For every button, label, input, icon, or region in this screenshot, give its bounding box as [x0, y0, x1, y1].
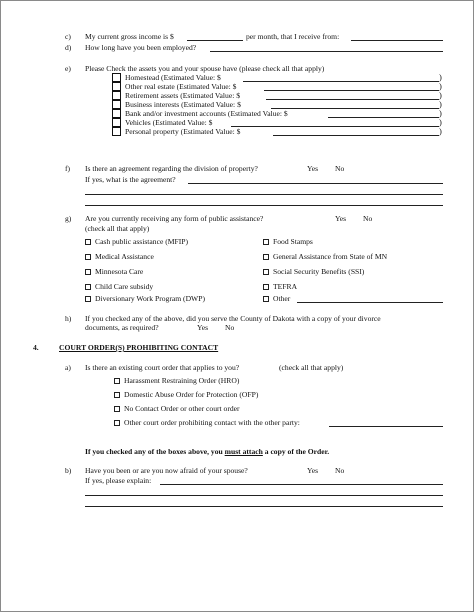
assets-homestead-checkbox[interactable]: [112, 73, 121, 82]
court-order-ofp-checkbox[interactable]: [114, 392, 120, 398]
court-order-hro-option[interactable]: [114, 376, 239, 385]
attach-notice-suffix: a copy of the Order.: [262, 447, 330, 456]
assets-homestead-value-field[interactable]: [243, 81, 439, 82]
served-question-line1: If you checked any of the above, did you serve the County of Dakota with a copy of your divorce: [85, 314, 381, 323]
attach-notice-prefix: If you checked any of the boxes above, you: [85, 447, 225, 456]
property-yes-option[interactable]: Yes: [307, 164, 319, 173]
court-order-other-checkbox[interactable]: [114, 420, 120, 426]
income-label: My current gross income is $: [85, 32, 174, 41]
assets-personal-property-checkbox[interactable]: [112, 127, 121, 136]
assistance-food-stamps-label: Food Stamps: [273, 237, 313, 246]
item-letter-a: a): [65, 363, 71, 372]
served-question-line2: documents, as required?: [85, 323, 159, 332]
assistance-mncare-label: Minnesota Care: [95, 267, 144, 276]
court-order-attach-notice: [85, 447, 329, 456]
assets-vehicles-close: ): [439, 117, 442, 127]
assistance-tefra-option[interactable]: [263, 282, 297, 291]
assets-vehicles-label: Vehicles (Estimated Value: $: [125, 118, 213, 127]
assistance-mncare-checkbox[interactable]: [85, 269, 91, 275]
section-number: 4.: [33, 343, 39, 352]
income-source-field[interactable]: [351, 40, 443, 41]
assets-bank-close: ): [439, 108, 442, 118]
afraid-yes-option[interactable]: Yes: [307, 466, 319, 475]
afraid-explain-field-1[interactable]: [160, 484, 443, 485]
court-order-no-contact-label: No Contact Order or other court order: [124, 404, 240, 413]
afraid-question: Have you been or are you now afraid of your spouse?: [85, 466, 248, 475]
assistance-medical-option[interactable]: [85, 252, 154, 261]
assistance-dwp-checkbox[interactable]: [85, 296, 91, 302]
assistance-dwp-label: Diversionary Work Program (DWP): [95, 294, 205, 303]
property-question: Is there an agreement regarding the division of property?: [85, 164, 258, 173]
assistance-ssi-checkbox[interactable]: [263, 269, 269, 275]
assistance-medical-checkbox[interactable]: [85, 254, 91, 260]
assets-personal-property-label: Personal property (Estimated Value: $: [125, 127, 241, 136]
employment-label: How long have you been employed?: [85, 43, 197, 52]
assets-vehicles-value-field[interactable]: [231, 126, 439, 127]
item-letter-g: g): [65, 214, 72, 223]
property-no-option[interactable]: No: [335, 164, 345, 173]
assistance-childcare-label: Child Care subsidy: [95, 282, 154, 291]
assets-retirement-value-field[interactable]: [266, 99, 439, 100]
assistance-food-stamps-checkbox[interactable]: [263, 239, 269, 245]
attach-notice-must: must attach: [224, 447, 263, 456]
item-letter-b: b): [65, 466, 72, 475]
court-order-question: Is there an existing court order that applies to you?: [85, 363, 240, 372]
assistance-ssi-option[interactable]: [263, 267, 364, 276]
assets-other-real-estate-value-field[interactable]: [264, 90, 439, 91]
court-order-no-contact-checkbox[interactable]: [114, 406, 120, 412]
assets-vehicles-checkbox[interactable]: [112, 118, 121, 127]
item-letter-h: h): [65, 314, 72, 323]
assistance-mfip-checkbox[interactable]: [85, 239, 91, 245]
assistance-question: Are you currently receiving any form of public assistance?: [85, 214, 264, 223]
assistance-medical-label: Medical Assistance: [95, 252, 154, 261]
assistance-yes-option[interactable]: Yes: [335, 214, 347, 223]
assistance-no-option[interactable]: No: [363, 214, 373, 223]
assistance-other-label: Other: [273, 294, 291, 303]
court-order-ofp-option[interactable]: [114, 390, 258, 399]
item-letter-d: d): [65, 43, 72, 52]
afraid-explain-field-3[interactable]: [85, 506, 443, 507]
assets-other-real-estate-close: ): [439, 81, 442, 91]
property-agreement-field-2[interactable]: [85, 194, 443, 195]
assistance-other-field[interactable]: [297, 302, 443, 303]
income-suffix: per month, that I receive from:: [246, 32, 340, 41]
served-yes-option[interactable]: Yes: [197, 323, 209, 332]
assets-other-real-estate-checkbox[interactable]: [112, 82, 121, 91]
assets-bank-value-field[interactable]: [328, 117, 439, 118]
court-order-other-label: Other court order prohibiting contact with the other party:: [124, 418, 300, 427]
court-order-ofp-label: Domestic Abuse Order for Protection (OFP): [124, 390, 259, 399]
assets-retirement-checkbox[interactable]: [112, 91, 121, 100]
assistance-dwp-option[interactable]: [85, 294, 205, 303]
court-order-other-field[interactable]: [329, 426, 443, 427]
employment-duration-field[interactable]: [210, 51, 443, 52]
court-order-hro-label: Harassment Restraining Order (HRO): [124, 376, 240, 385]
item-letter-c: c): [65, 32, 71, 41]
court-order-hro-checkbox[interactable]: [114, 378, 120, 384]
court-order-note: (check all that apply): [279, 363, 344, 372]
assistance-mfip-label: Cash public assistance (MFIP): [95, 237, 189, 246]
assistance-note: (check all that apply): [85, 224, 150, 233]
assistance-mfip-option[interactable]: [85, 237, 188, 246]
assets-retirement-label: Retirement assets (Estimated Value: $: [125, 91, 241, 100]
assets-retirement-close: ): [439, 90, 442, 100]
court-order-no-contact-option[interactable]: [114, 404, 240, 413]
assets-homestead-close: ): [439, 72, 442, 82]
assets-homestead-label: Homestead (Estimated Value: $: [125, 73, 221, 82]
assistance-tefra-label: TEFRA: [273, 282, 298, 291]
assets-other-real-estate-label: Other real estate (Estimated Value: $: [125, 82, 237, 91]
afraid-explain-field-2[interactable]: [85, 495, 443, 496]
assets-business-value-field[interactable]: [271, 108, 439, 109]
assistance-ssi-label: Social Security Benefits (SSI): [273, 267, 365, 276]
assets-bank-checkbox[interactable]: [112, 109, 121, 118]
afraid-no-option[interactable]: No: [335, 466, 345, 475]
assistance-other-checkbox[interactable]: [263, 296, 269, 302]
court-order-other-option[interactable]: [114, 418, 300, 427]
section-title: COURT ORDER(S) PROHIBITING CONTACT: [59, 343, 219, 352]
assistance-childcare-checkbox[interactable]: [85, 284, 91, 290]
property-agreement-field-1[interactable]: [188, 183, 443, 184]
assistance-food-stamps-option[interactable]: [263, 237, 313, 246]
assets-personal-property-close: ): [439, 126, 442, 136]
assistance-mncare-option[interactable]: [85, 267, 143, 276]
assets-bank-label: Bank and/or investment accounts (Estimated Value: $: [125, 109, 288, 118]
assistance-childcare-option[interactable]: [85, 282, 153, 291]
assistance-tefra-checkbox[interactable]: [263, 284, 269, 290]
assistance-general-option[interactable]: [263, 252, 387, 261]
assistance-general-checkbox[interactable]: [263, 254, 269, 260]
assistance-other-option[interactable]: [263, 294, 290, 303]
afraid-followup: If yes, please explain:: [85, 476, 152, 485]
property-followup: If yes, what is the agreement?: [85, 175, 176, 184]
assets-personal-property-value-field[interactable]: [273, 135, 439, 136]
item-letter-e: e): [65, 64, 71, 73]
assets-business-label: Business interests (Estimated Value: $: [125, 100, 241, 109]
assets-business-close: ): [439, 99, 442, 109]
assets-intro: Please Check the assets you and your spouse have (please check all that apply): [85, 64, 325, 73]
assistance-general-label: General Assistance from State of MN: [273, 252, 388, 261]
served-no-option[interactable]: No: [225, 323, 235, 332]
income-amount-field[interactable]: [187, 40, 243, 41]
item-letter-f: f): [65, 164, 71, 173]
property-agreement-field-3[interactable]: [85, 205, 443, 206]
assets-business-checkbox[interactable]: [112, 100, 121, 109]
